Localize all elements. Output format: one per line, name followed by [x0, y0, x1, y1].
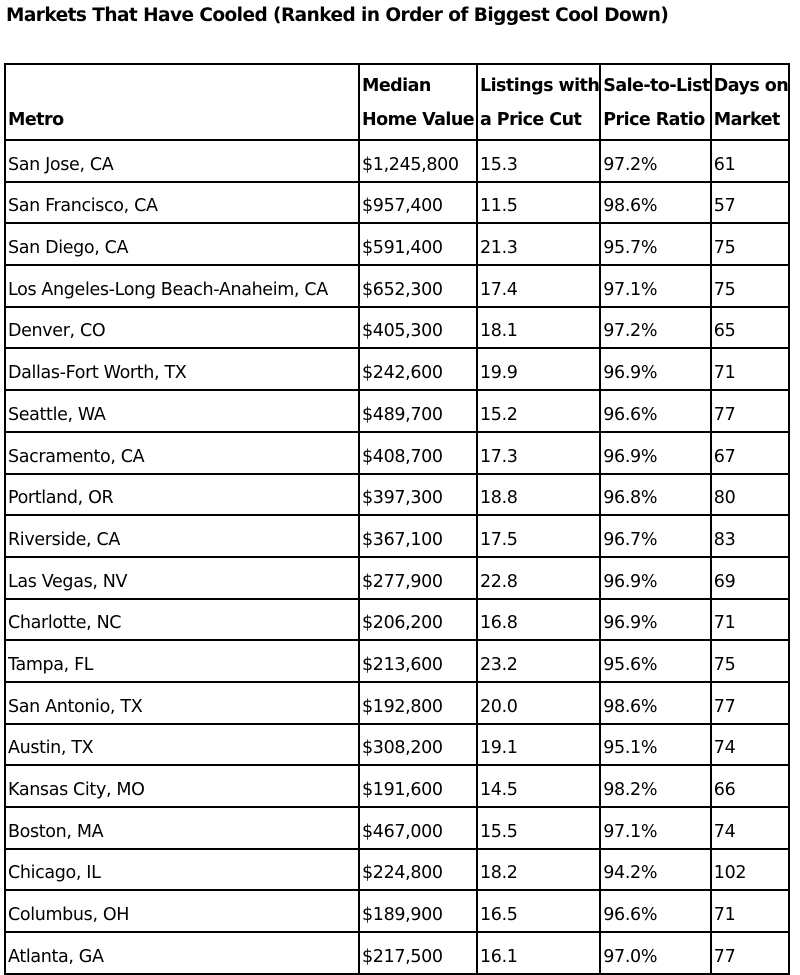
sale-to-list-cell: 96.6%: [600, 390, 711, 432]
header-sale-to-list-ratio: [600, 64, 711, 140]
header-ratio-line1: Sale-to-List: [603, 76, 710, 96]
price-cut-cell: 21.3: [477, 223, 600, 265]
metro-cell: Columbus, OH: [5, 890, 359, 932]
metro-cell: Charlotte, NC: [5, 599, 359, 641]
metro-cell: Riverside, CA: [5, 515, 359, 557]
median-home-value-cell: $467,000: [359, 807, 477, 849]
price-cut-cell: 16.8: [477, 599, 600, 641]
median-home-value-cell: $191,600: [359, 765, 477, 807]
metro-cell: San Jose, CA: [5, 140, 359, 182]
table-row: [5, 140, 789, 182]
metro-cell: Austin, TX: [5, 724, 359, 766]
median-home-value-cell: $308,200: [359, 724, 477, 766]
table-row: [5, 640, 789, 682]
metro-cell: Los Angeles-Long Beach-Anaheim, CA: [5, 265, 359, 307]
median-home-value-cell: $242,600: [359, 348, 477, 390]
markets-table: [4, 63, 790, 975]
days-on-market-cell: 57: [711, 182, 789, 224]
sale-to-list-cell: 95.1%: [600, 724, 711, 766]
days-on-market-cell: 65: [711, 307, 789, 349]
table-row: [5, 932, 789, 974]
price-cut-cell: 18.8: [477, 474, 600, 516]
table-row: [5, 724, 789, 766]
metro-cell: Portland, OR: [5, 474, 359, 516]
header-cut-line2: a Price Cut: [480, 110, 582, 130]
metro-cell: San Francisco, CA: [5, 182, 359, 224]
table-row: [5, 890, 789, 932]
sale-to-list-cell: 97.2%: [600, 140, 711, 182]
days-on-market-cell: 71: [711, 890, 789, 932]
header-row: [5, 64, 789, 140]
table-row: [5, 557, 789, 599]
metro-cell: Las Vegas, NV: [5, 557, 359, 599]
price-cut-cell: 17.4: [477, 265, 600, 307]
price-cut-cell: 15.5: [477, 807, 600, 849]
table-row: [5, 390, 789, 432]
median-home-value-cell: $957,400: [359, 182, 477, 224]
table-row: [5, 348, 789, 390]
metro-cell: Atlanta, GA: [5, 932, 359, 974]
price-cut-cell: 15.3: [477, 140, 600, 182]
price-cut-cell: 17.5: [477, 515, 600, 557]
sale-to-list-cell: 96.6%: [600, 890, 711, 932]
metro-cell: Kansas City, MO: [5, 765, 359, 807]
price-cut-cell: 19.1: [477, 724, 600, 766]
days-on-market-cell: 77: [711, 932, 789, 974]
price-cut-cell: 22.8: [477, 557, 600, 599]
sale-to-list-cell: 98.2%: [600, 765, 711, 807]
median-home-value-cell: $213,600: [359, 640, 477, 682]
metro-cell: Chicago, IL: [5, 849, 359, 891]
sale-to-list-cell: 96.7%: [600, 515, 711, 557]
days-on-market-cell: 69: [711, 557, 789, 599]
days-on-market-cell: 77: [711, 390, 789, 432]
days-on-market-cell: 66: [711, 765, 789, 807]
days-on-market-cell: 75: [711, 265, 789, 307]
median-home-value-cell: $217,500: [359, 932, 477, 974]
price-cut-cell: 15.2: [477, 390, 600, 432]
header-median-home-value: [359, 64, 477, 140]
metro-cell: San Antonio, TX: [5, 682, 359, 724]
table-row: [5, 807, 789, 849]
sale-to-list-cell: 95.7%: [600, 223, 711, 265]
metro-cell: Sacramento, CA: [5, 432, 359, 474]
days-on-market-cell: 75: [711, 640, 789, 682]
median-home-value-cell: $397,300: [359, 474, 477, 516]
days-on-market-cell: 74: [711, 724, 789, 766]
table-row: [5, 432, 789, 474]
header-listings-price-cut: [477, 64, 600, 140]
metro-cell: San Diego, CA: [5, 223, 359, 265]
days-on-market-cell: 71: [711, 348, 789, 390]
median-home-value-cell: $405,300: [359, 307, 477, 349]
metro-cell: Dallas-Fort Worth, TX: [5, 348, 359, 390]
median-home-value-cell: $591,400: [359, 223, 477, 265]
median-home-value-cell: $206,200: [359, 599, 477, 641]
metro-cell: Tampa, FL: [5, 640, 359, 682]
header-value-line1: Median: [362, 76, 431, 96]
sale-to-list-cell: 97.0%: [600, 932, 711, 974]
median-home-value-cell: $489,700: [359, 390, 477, 432]
table-row: [5, 765, 789, 807]
sale-to-list-cell: 96.9%: [600, 432, 711, 474]
days-on-market-cell: 61: [711, 140, 789, 182]
table-row: [5, 599, 789, 641]
price-cut-cell: 18.1: [477, 307, 600, 349]
median-home-value-cell: $1,245,800: [359, 140, 477, 182]
table-row: [5, 265, 789, 307]
header-days-line1: Days on: [713, 76, 789, 96]
days-on-market-cell: 71: [711, 599, 789, 641]
price-cut-cell: 23.2: [477, 640, 600, 682]
header-cut-line1: Listings with: [480, 76, 600, 96]
days-on-market-cell: 77: [711, 682, 789, 724]
table-row: [5, 849, 789, 891]
price-cut-cell: 11.5: [477, 182, 600, 224]
sale-to-list-cell: 95.6%: [600, 640, 711, 682]
table-row: [5, 307, 789, 349]
metro-cell: Denver, CO: [5, 307, 359, 349]
table-row: [5, 474, 789, 516]
median-home-value-cell: $224,800: [359, 849, 477, 891]
sale-to-list-cell: 96.9%: [600, 599, 711, 641]
median-home-value-cell: $408,700: [359, 432, 477, 474]
sale-to-list-cell: 97.1%: [600, 265, 711, 307]
sale-to-list-cell: 98.6%: [600, 182, 711, 224]
sale-to-list-cell: 97.2%: [600, 307, 711, 349]
table-row: [5, 223, 789, 265]
header-days-line2: Market: [713, 110, 780, 130]
header-days-on-market: [711, 64, 789, 140]
price-cut-cell: 18.2: [477, 849, 600, 891]
days-on-market-cell: 74: [711, 807, 789, 849]
sale-to-list-cell: 94.2%: [600, 849, 711, 891]
sale-to-list-cell: 96.9%: [600, 348, 711, 390]
sale-to-list-cell: 96.8%: [600, 474, 711, 516]
sale-to-list-cell: 97.1%: [600, 807, 711, 849]
median-home-value-cell: $192,800: [359, 682, 477, 724]
median-home-value-cell: $367,100: [359, 515, 477, 557]
header-metro-line2: Metro: [8, 110, 64, 130]
header-ratio-line2: Price Ratio: [603, 110, 705, 130]
sale-to-list-cell: 96.9%: [600, 557, 711, 599]
sale-to-list-cell: 98.6%: [600, 682, 711, 724]
header-metro: [5, 64, 359, 140]
header-metro-line1: [8, 69, 358, 103]
days-on-market-cell: 83: [711, 515, 789, 557]
price-cut-cell: 14.5: [477, 765, 600, 807]
median-home-value-cell: $277,900: [359, 557, 477, 599]
median-home-value-cell: $189,900: [359, 890, 477, 932]
price-cut-cell: 19.9: [477, 348, 600, 390]
days-on-market-cell: 80: [711, 474, 789, 516]
metro-cell: Seattle, WA: [5, 390, 359, 432]
table-row: [5, 682, 789, 724]
days-on-market-cell: 75: [711, 223, 789, 265]
price-cut-cell: 20.0: [477, 682, 600, 724]
days-on-market-cell: 67: [711, 432, 789, 474]
table-row: [5, 515, 789, 557]
metro-cell: Boston, MA: [5, 807, 359, 849]
price-cut-cell: 16.1: [477, 932, 600, 974]
table-row: [5, 182, 789, 224]
price-cut-cell: 16.5: [477, 890, 600, 932]
median-home-value-cell: $652,300: [359, 265, 477, 307]
header-value-line2: Home Value: [362, 110, 475, 130]
table-title: Markets That Have Cooled (Ranked in Order of Biggest Cool Down): [6, 5, 669, 26]
days-on-market-cell: 102: [711, 849, 789, 891]
price-cut-cell: 17.3: [477, 432, 600, 474]
